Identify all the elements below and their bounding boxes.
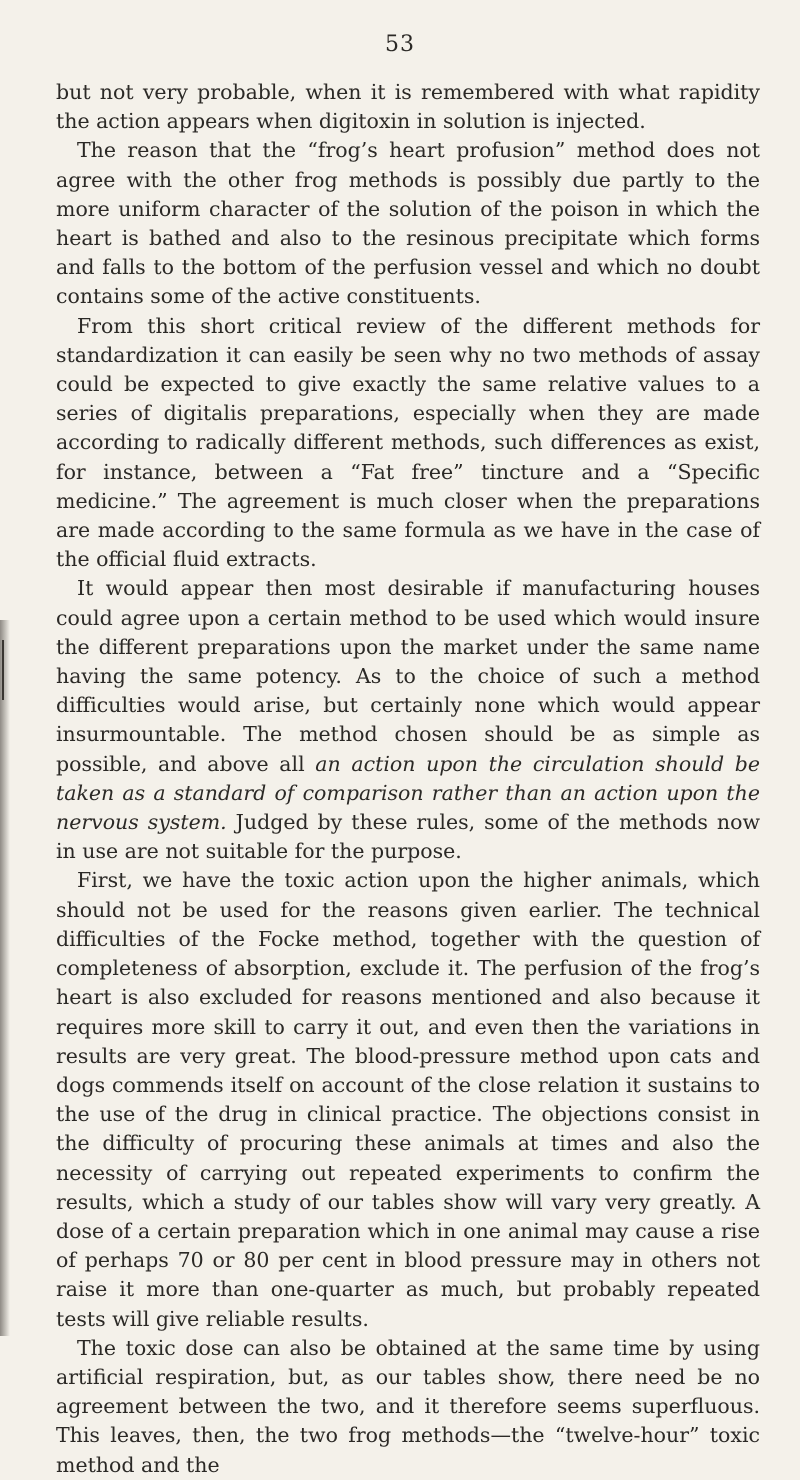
paragraph xyxy=(56,136,760,311)
paragraph xyxy=(56,574,760,866)
text-run: It would appear then most desirable if manufacturing houses could agree upon a certain method to be used which would insure the different preparations upon the market under the same name having the same potency. As to the choice of such a method difficulties would arise, but certainly none which would appear insurmountable. The method chosen should be as simple as possible, and above all xyxy=(56,576,760,776)
text-run: First, we have the toxic action upon the higher animals, which should not be used for the reasons given earlier. The technical difficulties of the Focke method, together with the question of completeness of absorption, exclude it. The perfusion of the frog’s heart is also excluded for reasons mentioned and also because it requires more skill to carry it out, and even then the variations in results are very great. The blood-pressure method upon cats and dogs commends itself on account of the close relation it sustains to the use of the drug in clinical practice. The objections consist in the difficulty of procuring these animals at times and also the necessity of carrying out repeated experiments to confirm the results, which a study of our tables show will vary very greatly. A dose of a certain preparation which in one animal may cause a rise of perhaps 70 or 80 per cent in blood pressure may in others not raise it more than one-quarter as much, but probably repeated tests will give reliable results. xyxy=(56,868,760,1331)
text-run: The toxic dose can also be obtained at the same time by using artificial respiration, but, as our tables show, there need be no agreement between the two, and it therefore seems superfluous. This leaves, then, the two frog methods—the “twelve-hour” toxic method and the xyxy=(56,1335,760,1477)
page-number: 53 xyxy=(385,32,415,57)
paragraph xyxy=(56,1334,760,1480)
text-run: The reason that the “frog’s heart profusion” method does not agree with the other frog methods is possibly due partly to the more uniform character of the solution of the poison in which the heart is bathed and also to the resinous precipitate which forms and falls to the bottom of the perfusion vessel and which no doubt contains some of the active constituents. xyxy=(56,138,760,309)
text-run: Judged by these rules, some of the methods now in use are not suitable for the purpose. xyxy=(56,810,761,864)
paragraph xyxy=(56,78,760,136)
body-text xyxy=(56,78,760,1480)
text-run: but not very probable, when it is remembered with what rapidity the action appears when digitoxin in solution is injected. xyxy=(56,80,760,134)
text-run: From this short critical review of the different methods for standardization it can easily be seen why no two methods of assay could be expected to give exactly the same relative values to a series of digitalis preparations, especially when they are made according to radically different methods, such differences as exist, for instance, between a “Fat free” tincture and a “Specific medicine.” The agreement is much closer when the preparations are made according to the same formula as we have in the case of the official fluid extracts. xyxy=(56,313,760,572)
italic-text-run: an action upon the circulation should be taken as a standard of comparison rather than an action upon the nervous system. xyxy=(56,751,760,835)
paragraph xyxy=(56,866,760,1333)
paragraph xyxy=(56,312,760,575)
binding-shadow xyxy=(0,620,10,1336)
margin-mark xyxy=(2,640,4,700)
